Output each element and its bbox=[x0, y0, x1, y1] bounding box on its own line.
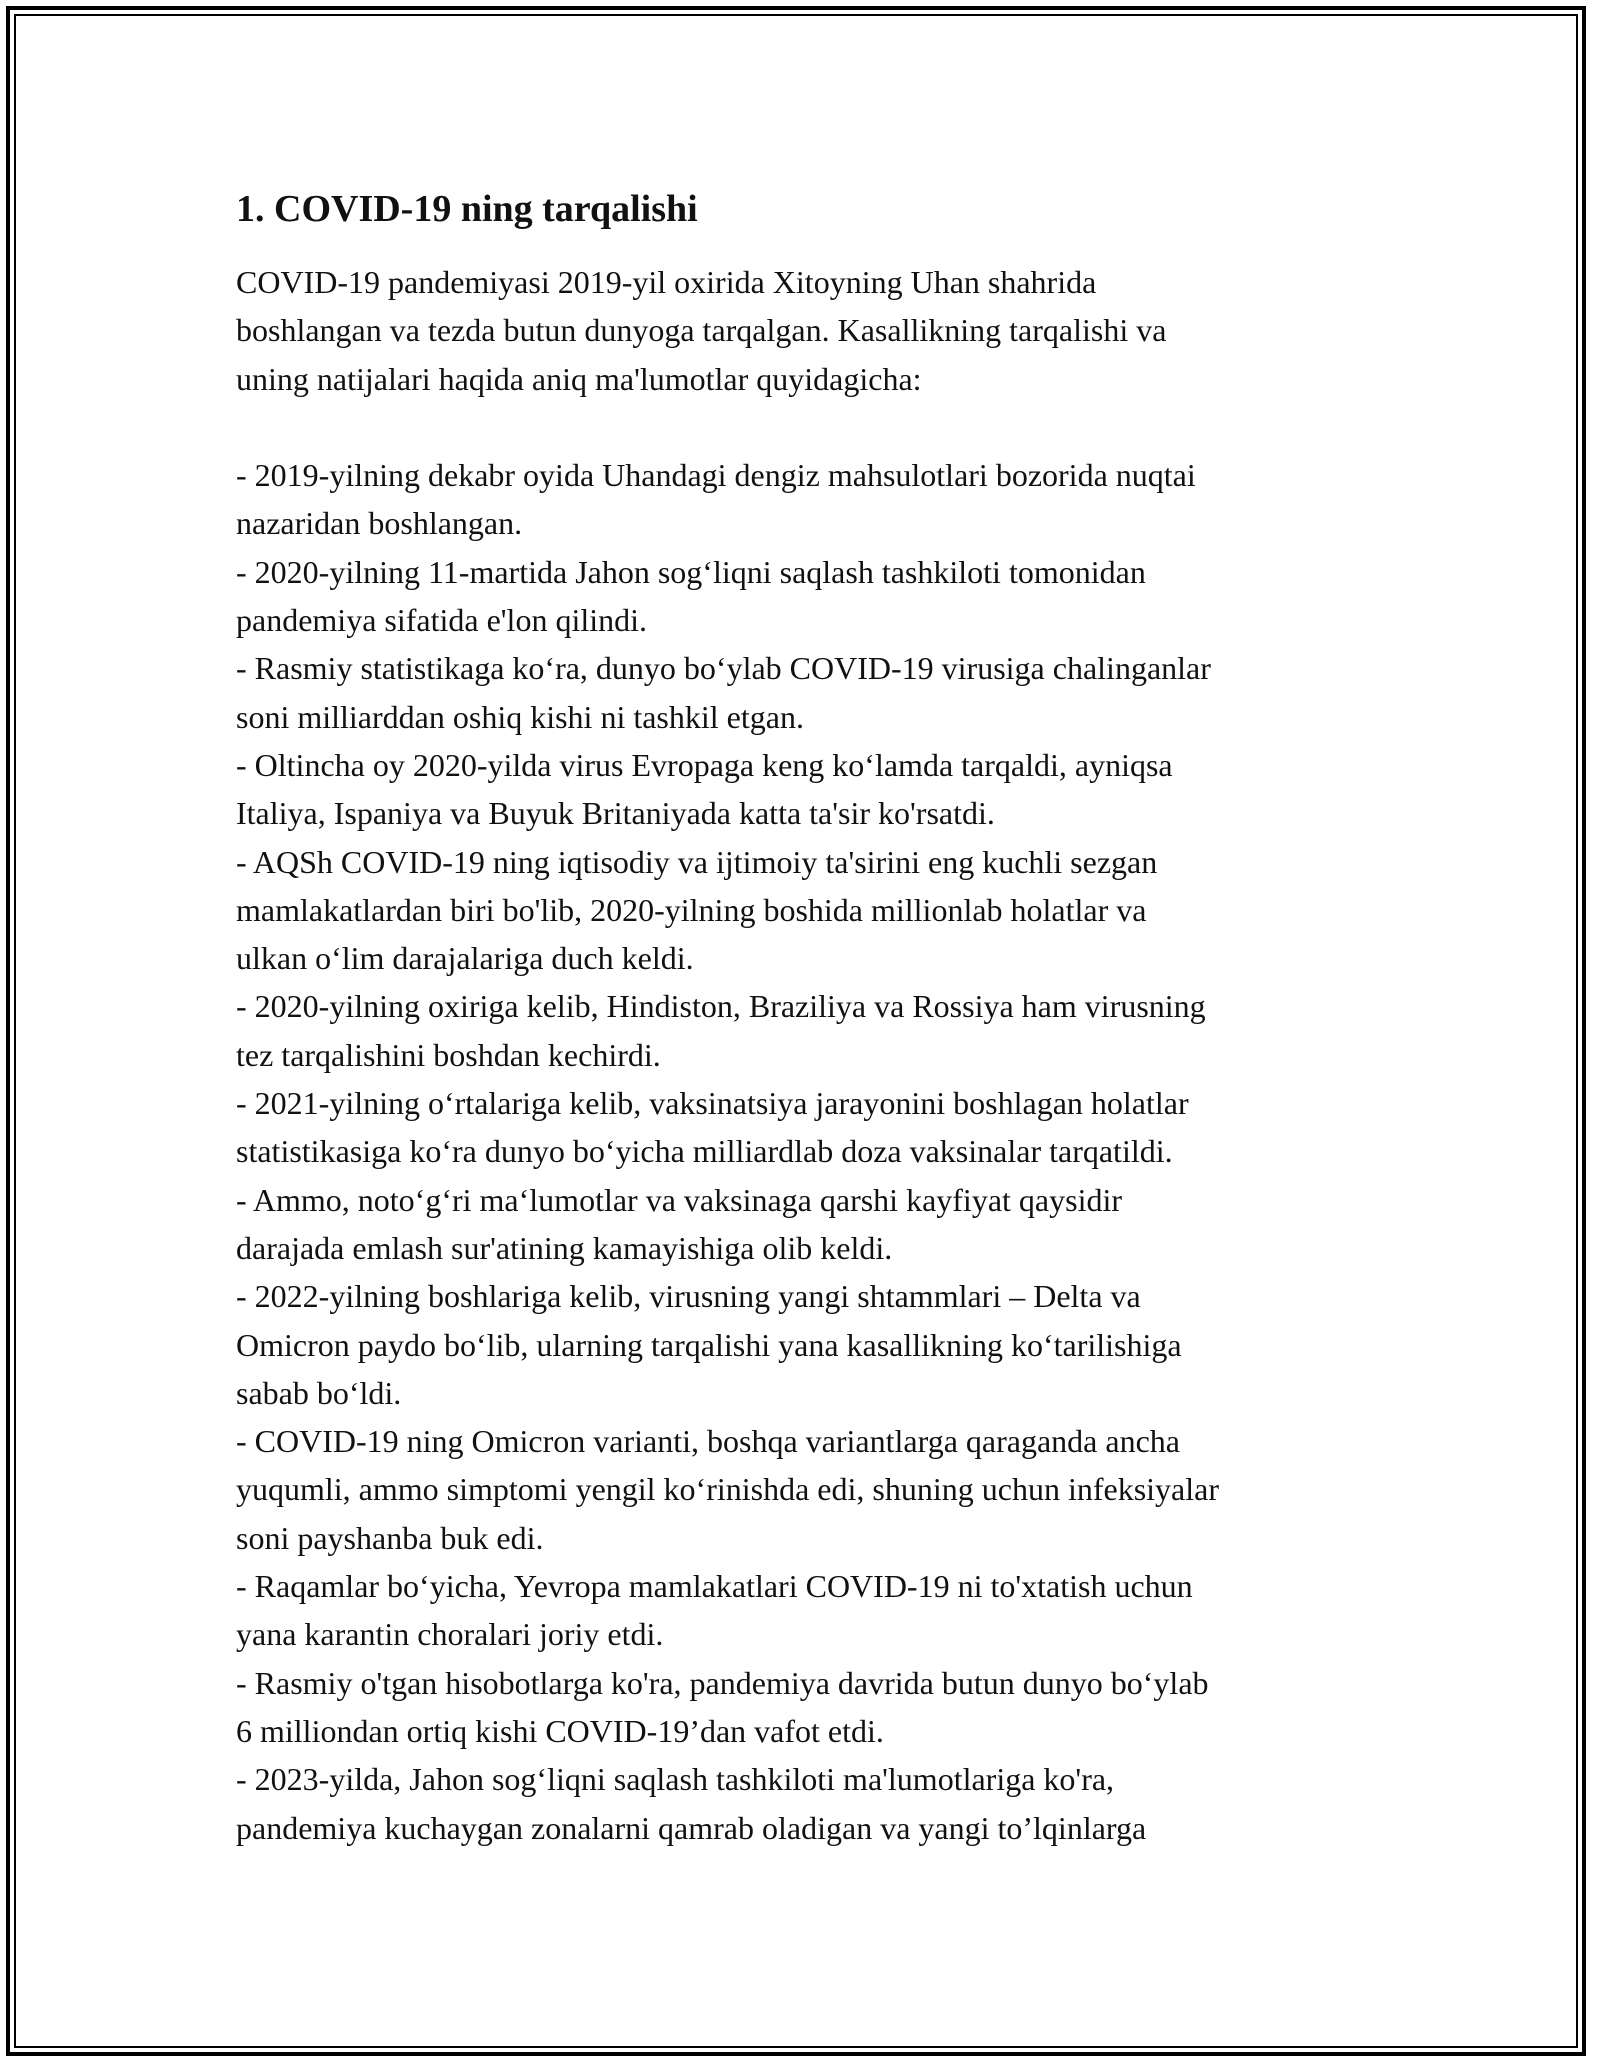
list-item-line: pandemiya sifatida e'lon qilindi. bbox=[236, 602, 647, 639]
list-item-line: yana karantin choralari joriy etdi. bbox=[236, 1616, 664, 1653]
paragraph-gap bbox=[236, 403, 1386, 451]
list-item-line: tez tarqalishini boshdan kechirdi. bbox=[236, 1036, 661, 1073]
list-item-line: - Rasmiy statistikaga ko‘ra, dunyo bo‘ylab COVID-19 virusiga chalinganlar bbox=[236, 650, 1211, 687]
list-item bbox=[236, 1272, 1386, 1417]
list-item bbox=[236, 548, 1386, 645]
list-item-line: - Oltincha oy 2020-yilda virus Evropaga keng ko‘lamda tarqaldi, ayniqsa bbox=[236, 746, 1173, 783]
list-item bbox=[236, 1417, 1386, 1562]
list-item-line: - COVID-19 ning Omicron varianti, boshqa variantlarga qaraganda ancha bbox=[236, 1423, 1180, 1460]
list-item-line: soni milliarddan oshiq kishi ni tashkil etgan. bbox=[236, 698, 804, 735]
intro-line: uning natijalari haqida aniq ma'lumotlar quyidagicha: bbox=[236, 360, 922, 397]
document-body bbox=[236, 185, 1386, 1852]
fact-list bbox=[236, 451, 1386, 1852]
list-item-line: - 2022-yilning boshlariga kelib, virusning yangi shtammlari – Delta va bbox=[236, 1278, 1141, 1315]
list-item bbox=[236, 1079, 1386, 1176]
list-item-line: sabab bo‘ldi. bbox=[236, 1374, 402, 1411]
list-item-line: pandemiya kuchaygan zonalarni qamrab oladigan va yangi to’lqinlarga bbox=[236, 1809, 1147, 1846]
section-heading: 1. COVID-19 ning tarqalishi bbox=[236, 188, 698, 230]
list-item-line: nazaridan boshlangan. bbox=[236, 505, 523, 542]
list-item-line: statistikasiga ko‘ra dunyo bo‘yicha milliardlab doza vaksinalar tarqatildi. bbox=[236, 1133, 1173, 1170]
list-item-line: 6 milliondan ortiq kishi COVID-19’dan vafot etdi. bbox=[236, 1712, 884, 1749]
list-item bbox=[236, 644, 1386, 741]
list-item bbox=[236, 1659, 1386, 1756]
list-item-line: - AQSh COVID-19 ning iqtisodiy va ijtimoiy ta'sirini eng kuchli sezgan bbox=[236, 843, 1158, 880]
list-item-line: darajada emlash sur'atining kamayishiga olib keldi. bbox=[236, 1229, 893, 1266]
list-item-line: yuqumli, ammo simptomi yengil ko‘rinishda edi, shuning uchun infeksiyalar bbox=[236, 1471, 1219, 1508]
list-item-line: Omicron paydo bo‘lib, ularning tarqalishi yana kasallikning ko‘tarilishiga bbox=[236, 1326, 1182, 1363]
list-item-line: Italiya, Ispaniya va Buyuk Britaniyada katta ta'sir ko'rsatdi. bbox=[236, 795, 995, 832]
list-item bbox=[236, 1176, 1386, 1273]
list-item-line: - Ammo, noto‘g‘ri ma‘lumotlar va vaksinaga qarshi kayfiyat qaysidir bbox=[236, 1181, 1122, 1218]
list-item-line: mamlakatlardan biri bo'lib, 2020-yilning boshida millionlab holatlar va bbox=[236, 891, 1147, 928]
intro-line: boshlangan va tezda butun dunyoga tarqalgan. Kasallikning tarqalishi va bbox=[236, 312, 1167, 349]
list-item-line: - Rasmiy o'tgan hisobotlarga ko'ra, pandemiya davrida butun dunyo bo‘ylab bbox=[236, 1664, 1209, 1701]
intro-paragraph bbox=[236, 258, 1386, 403]
list-item bbox=[236, 451, 1386, 548]
list-item-line: soni payshanba buk edi. bbox=[236, 1519, 544, 1556]
list-item-line: - 2020-yilning oxiriga kelib, Hindiston, Braziliya va Rossiya ham virusning bbox=[236, 988, 1206, 1025]
list-item-line: - 2021-yilning o‘rtalariga kelib, vaksinatsiya jarayonini boshlagan holatlar bbox=[236, 1085, 1189, 1122]
list-item bbox=[236, 1755, 1386, 1852]
list-item bbox=[236, 1562, 1386, 1659]
list-item-line: - 2023-yilda, Jahon sog‘liqni saqlash tashkiloti ma'lumotlariga ko'ra, bbox=[236, 1761, 1115, 1798]
list-item-line: ulkan o‘lim darajalariga duch keldi. bbox=[236, 940, 694, 977]
list-item-line: - Raqamlar bo‘yicha, Yevropa mamlakatlari COVID-19 ni to'xtatish uchun bbox=[236, 1568, 1193, 1605]
list-item bbox=[236, 838, 1386, 983]
list-item bbox=[236, 982, 1386, 1079]
intro-line: COVID-19 pandemiyasi 2019-yil oxirida Xitoyning Uhan shahrida bbox=[236, 264, 1097, 300]
list-item-line: - 2020-yilning 11-martida Jahon sog‘liqni saqlash tashkiloti tomonidan bbox=[236, 553, 1146, 590]
list-item bbox=[236, 741, 1386, 838]
list-item-line: - 2019-yilning dekabr oyida Uhandagi dengiz mahsulotlari bozorida nuqtai bbox=[236, 457, 1196, 494]
